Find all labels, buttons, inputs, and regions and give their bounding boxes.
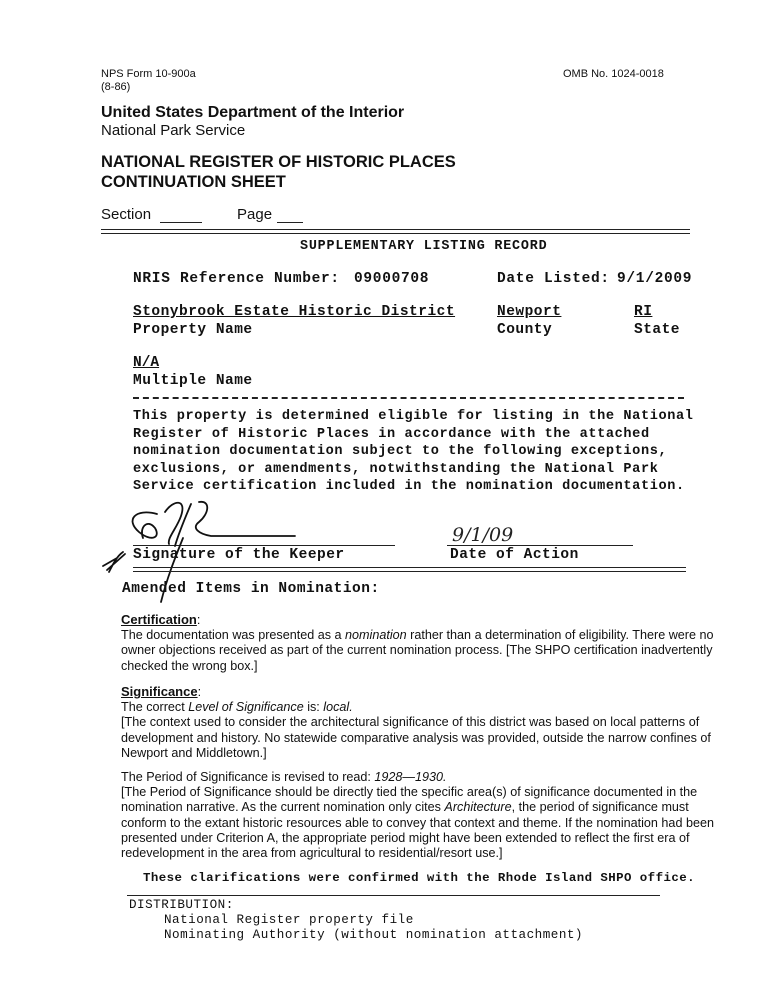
statement-line: nomination documentation subject to the following exceptions,: [133, 444, 668, 460]
county-value: Newport: [497, 304, 562, 320]
distribution-item: Nominating Authority (without nomination attachment): [164, 928, 583, 942]
multiple-name-value: N/A: [133, 355, 160, 371]
statement-line: This property is determined eligible for listing in the National: [133, 409, 694, 424]
property-name-value: Stonybrook Estate Historic District: [133, 304, 456, 320]
certification-text-italic: nomination: [345, 628, 407, 643]
period-note: , the period of significance must conform to the extant historic resources able to convey that context and theme. If the nomination had been presented under Criterion A, the appropriate period might have been extended to reflect the first era of redevelopment in the area from agricultural to residential/resort use.]: [121, 800, 714, 861]
period-note-italic: Architecture: [444, 800, 512, 815]
level-text: The correct: [121, 700, 189, 715]
page-blank: [277, 222, 303, 223]
record-divider: [133, 567, 686, 572]
distribution-divider: [127, 895, 660, 896]
period-section: [121, 770, 726, 861]
statement-line: Register of Historic Places in accordance with the attached: [133, 426, 650, 442]
form-subtitle: CONTINUATION SHEET: [101, 173, 286, 191]
distribution-item: National Register property file: [164, 913, 414, 927]
statement-line: exclusions, or amendments, notwithstanding the National Park: [133, 461, 659, 477]
certification-text: rather than a determination of eligibility. There were no owner objections received as part of the current nomination process. [The SHPO certification inadvertently checked the wrong box.]: [121, 628, 714, 673]
nris-value: 09000708: [354, 271, 430, 287]
certification-section: [121, 612, 726, 674]
level-text-italic: Level of Significance: [188, 700, 304, 715]
date-of-action-label: Date of Action: [450, 547, 579, 563]
signature-label: Signature of the Keeper: [133, 547, 345, 563]
certification-text: The documentation was presented as a: [121, 628, 346, 643]
certification-heading: Certification: [121, 612, 197, 627]
omb-number: OMB No. 1024-0018: [563, 68, 664, 80]
amended-heading: Amended Items in Nomination:: [122, 581, 380, 597]
period-note: [The Period of Significance should be directly tied the specific area(s) of significance documented in the nomination narrative. As the current nomination only cites: [121, 785, 698, 815]
department-name: United States Department of the Interior: [101, 104, 405, 121]
county-label: County: [497, 322, 553, 338]
determination-statement: [133, 408, 693, 496]
section-blank: [160, 222, 202, 223]
header-divider: [101, 229, 690, 234]
date-listed-value: 9/1/2009: [617, 271, 693, 287]
page-label: Page: [237, 206, 273, 223]
form-number: NPS Form 10-900a: [101, 68, 196, 80]
dashed-divider: [133, 397, 684, 399]
significance-heading: Significance: [121, 684, 198, 699]
state-value: RI: [634, 304, 653, 320]
form-title: NATIONAL REGISTER OF HISTORIC PLACES: [101, 153, 456, 171]
period-text: The Period of Significance is revised to read:: [121, 770, 375, 784]
date-of-action-handwritten: 9/1/09: [452, 524, 514, 546]
service-name: National Park Service: [101, 122, 246, 139]
record-heading: SUPPLEMENTARY LISTING RECORD: [300, 239, 548, 254]
state-label: State: [634, 322, 681, 338]
statement-line: Service certification included in the nomination documentation.: [133, 479, 685, 495]
distribution-label: DISTRIBUTION:: [129, 898, 234, 912]
level-note: [The context used to consider the architectural significance of this district was based on local patterns of development and history. No statewide comparative analysis was provided, outside the narrow confines of Newport and Middletown.]: [121, 715, 711, 760]
confirmation-note: These clarifications were confirmed with the Rhode Island SHPO office.: [143, 871, 695, 885]
level-text: is:: [303, 700, 324, 715]
significance-colon: :: [197, 685, 202, 699]
section-label: Section: [101, 206, 152, 223]
level-value: local.: [323, 700, 353, 715]
multiple-name-label: Multiple Name: [133, 373, 253, 389]
period-value: 1928—1930.: [374, 770, 447, 784]
nris-label: NRIS Reference Number:: [133, 271, 340, 287]
property-name-label: Property Name: [133, 322, 253, 338]
certification-colon: :: [196, 613, 201, 627]
date-listed-label: Date Listed:: [497, 271, 610, 287]
form-date: (8-86): [101, 81, 131, 93]
significance-section: [121, 684, 726, 761]
